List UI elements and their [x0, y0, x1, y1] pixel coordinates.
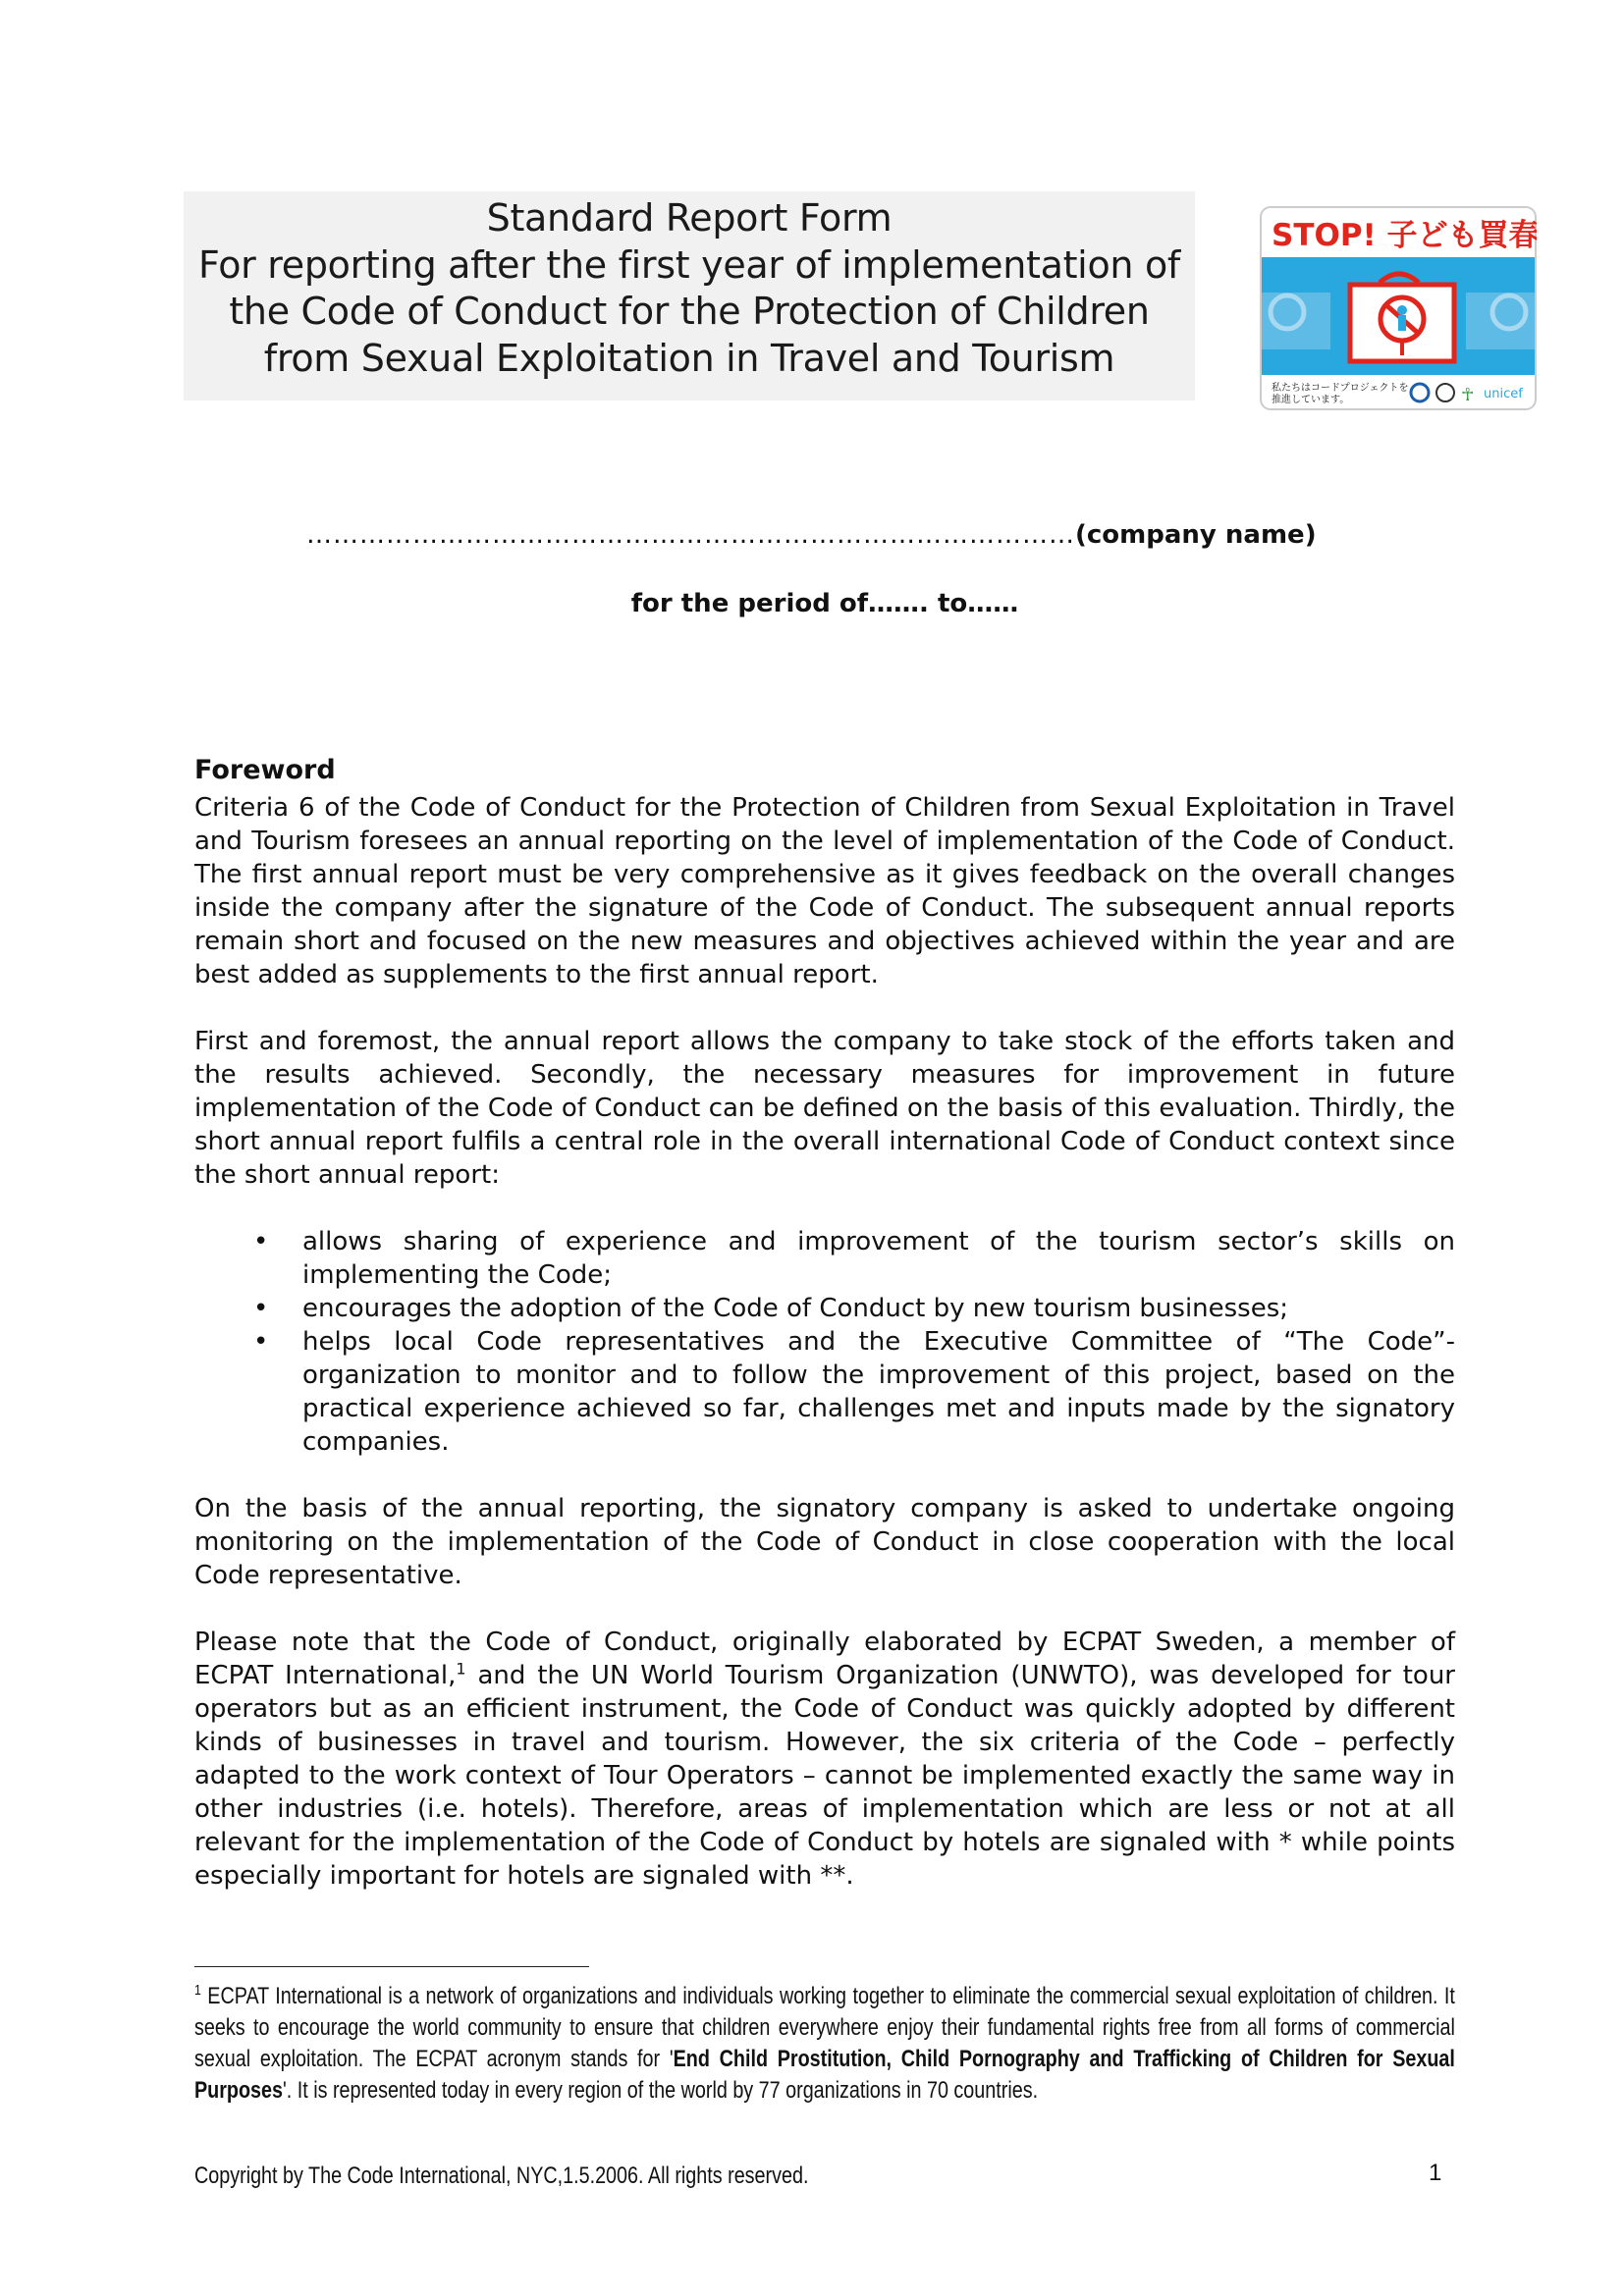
reporting-period-line: for the period of……. to……	[630, 589, 1019, 618]
list-item-text: encourages the adoption of the Code of Conduct by new tourism businesses;	[302, 1294, 1289, 1323]
foreword-paragraph: Criteria 6 of the Code of Conduct for the Protection of Children from Sexual Exploitation in Travel and Tourism foresees an annual reporting on the level of implementation of the Code of Conduct. The first annual report must be very comprehensive as it gives feedback on the overall changes inside the company after the signature of the Code of Conduct. The subsequent annual reports remain short and focused on the new measures and objectives achieved within the year and are best added as supplements to the first annual report.	[194, 793, 1455, 989]
company-name-blank[interactable]: ……………………………………………………………………………	[306, 520, 1075, 550]
stop-child-prostitution-logo	[1260, 206, 1537, 410]
foreword-paragraph	[194, 1626, 1455, 1893]
document-title-box	[184, 191, 1195, 400]
bullet-icon: •	[253, 1327, 269, 1357]
foreword-paragraph: First and foremost, the annual report allows the company to take stock of the efforts taken and the results achieved. Secondly, the necessary measures for improvement in future implementation of the Code of Conduct can be defined on the basis of this evaluation. Thirdly, the short annual report fulfils a central role in the overall international Code of Conduct context since the short annual report:	[194, 1027, 1455, 1190]
footnote-marker: 1	[194, 1982, 201, 1999]
copyright-notice: Copyright by The Code International, NYC,1.5.2006. All rights reserved.	[194, 2163, 809, 2189]
foreword-heading: Foreword	[194, 755, 336, 785]
footnote	[194, 1981, 1455, 2107]
company-name-label: (company name)	[1075, 520, 1317, 550]
list-item-text: helps local Code representatives and the Executive Committee of “The Code”-organization to monitor and to follow the improvement of this project, based on the practical experience achieved so far, challenges met and inputs made by the signatory companies.	[302, 1327, 1455, 1457]
title-line: For reporting after the first year of implementation of	[198, 242, 1180, 287]
list-item	[194, 1292, 1455, 1325]
svg-text:推進しています。: 推進しています。	[1272, 395, 1350, 405]
title-line: from Sexual Exploitation in Travel and Tourism	[263, 336, 1115, 380]
svg-text:☥: ☥	[1461, 385, 1475, 405]
list-item	[194, 1325, 1455, 1459]
logo-graphic	[1260, 206, 1537, 410]
title-line: the Code of Conduct for the Protection of Children	[229, 290, 1150, 333]
bullet-icon: •	[253, 1227, 269, 1256]
footnote-reference[interactable]: 1	[456, 1659, 466, 1679]
bullet-icon: •	[253, 1294, 269, 1323]
paragraph-text: and the UN World Tourism Organization (UNWTO), was developed for tour operators but as an efficient instrument, the Code of Conduct was quickly adopted by different kinds of businesses in travel and tourism. However, the six criteria of the Code – perfectly adapted to the work context of Tour Operators – cannot be implemented exactly the same way in other industries (i.e. hotels). Therefore, areas of implementation which are less or not at all relevant for the implementation of the Code of Conduct by hotels are signaled with * while points especially important for hotels are signaled with **.	[194, 1661, 1455, 1891]
list-item-text: allows sharing of experience and improvement of the tourism sector’s skills on implementing the Code;	[302, 1227, 1455, 1290]
svg-text:私たちはコードプロジェクトを: 私たちはコードプロジェクトを	[1272, 383, 1409, 394]
footnote-separator	[194, 1966, 589, 1967]
svg-text:unicef: unicef	[1484, 387, 1523, 401]
footnote-text: '. It is represented today in every region of the world by 77 organizations in 70 countries.	[283, 2077, 1039, 2104]
title-line: Standard Report Form	[486, 196, 893, 240]
list-item	[194, 1225, 1455, 1292]
foreword-section	[194, 754, 1455, 1926]
footnote-text: ECPAT International is a network of organizations and individuals working together to eliminate the commercial sexual exploitation of children. It seeks to encourage the world community to ensure that children everywhere enjoy their fundamental rights free from all forms of commercial sexual exploitation. The ECPAT acronym stands for '	[194, 1983, 1455, 2072]
svg-text:STOP! 子ども買春: STOP! 子ども買春	[1272, 218, 1537, 253]
foreword-paragraph: On the basis of the annual reporting, the signatory company is asked to undertake ongoing monitoring on the implementation of the Code of Conduct in close cooperation with the local Code representative.	[194, 1494, 1455, 1590]
company-name-line	[306, 520, 1317, 550]
footnote-bold-text: End Child Prostitution, Child Pornography and Trafficking of Children for Sexual Purposes	[194, 2046, 1455, 2104]
paragraph-text: Please note that the Code of Conduct, originally elaborated by ECPAT Sweden, a member of ECPAT International,	[194, 1628, 1455, 1690]
page-number: 1	[1429, 2160, 1442, 2186]
bullet-list	[194, 1225, 1455, 1459]
